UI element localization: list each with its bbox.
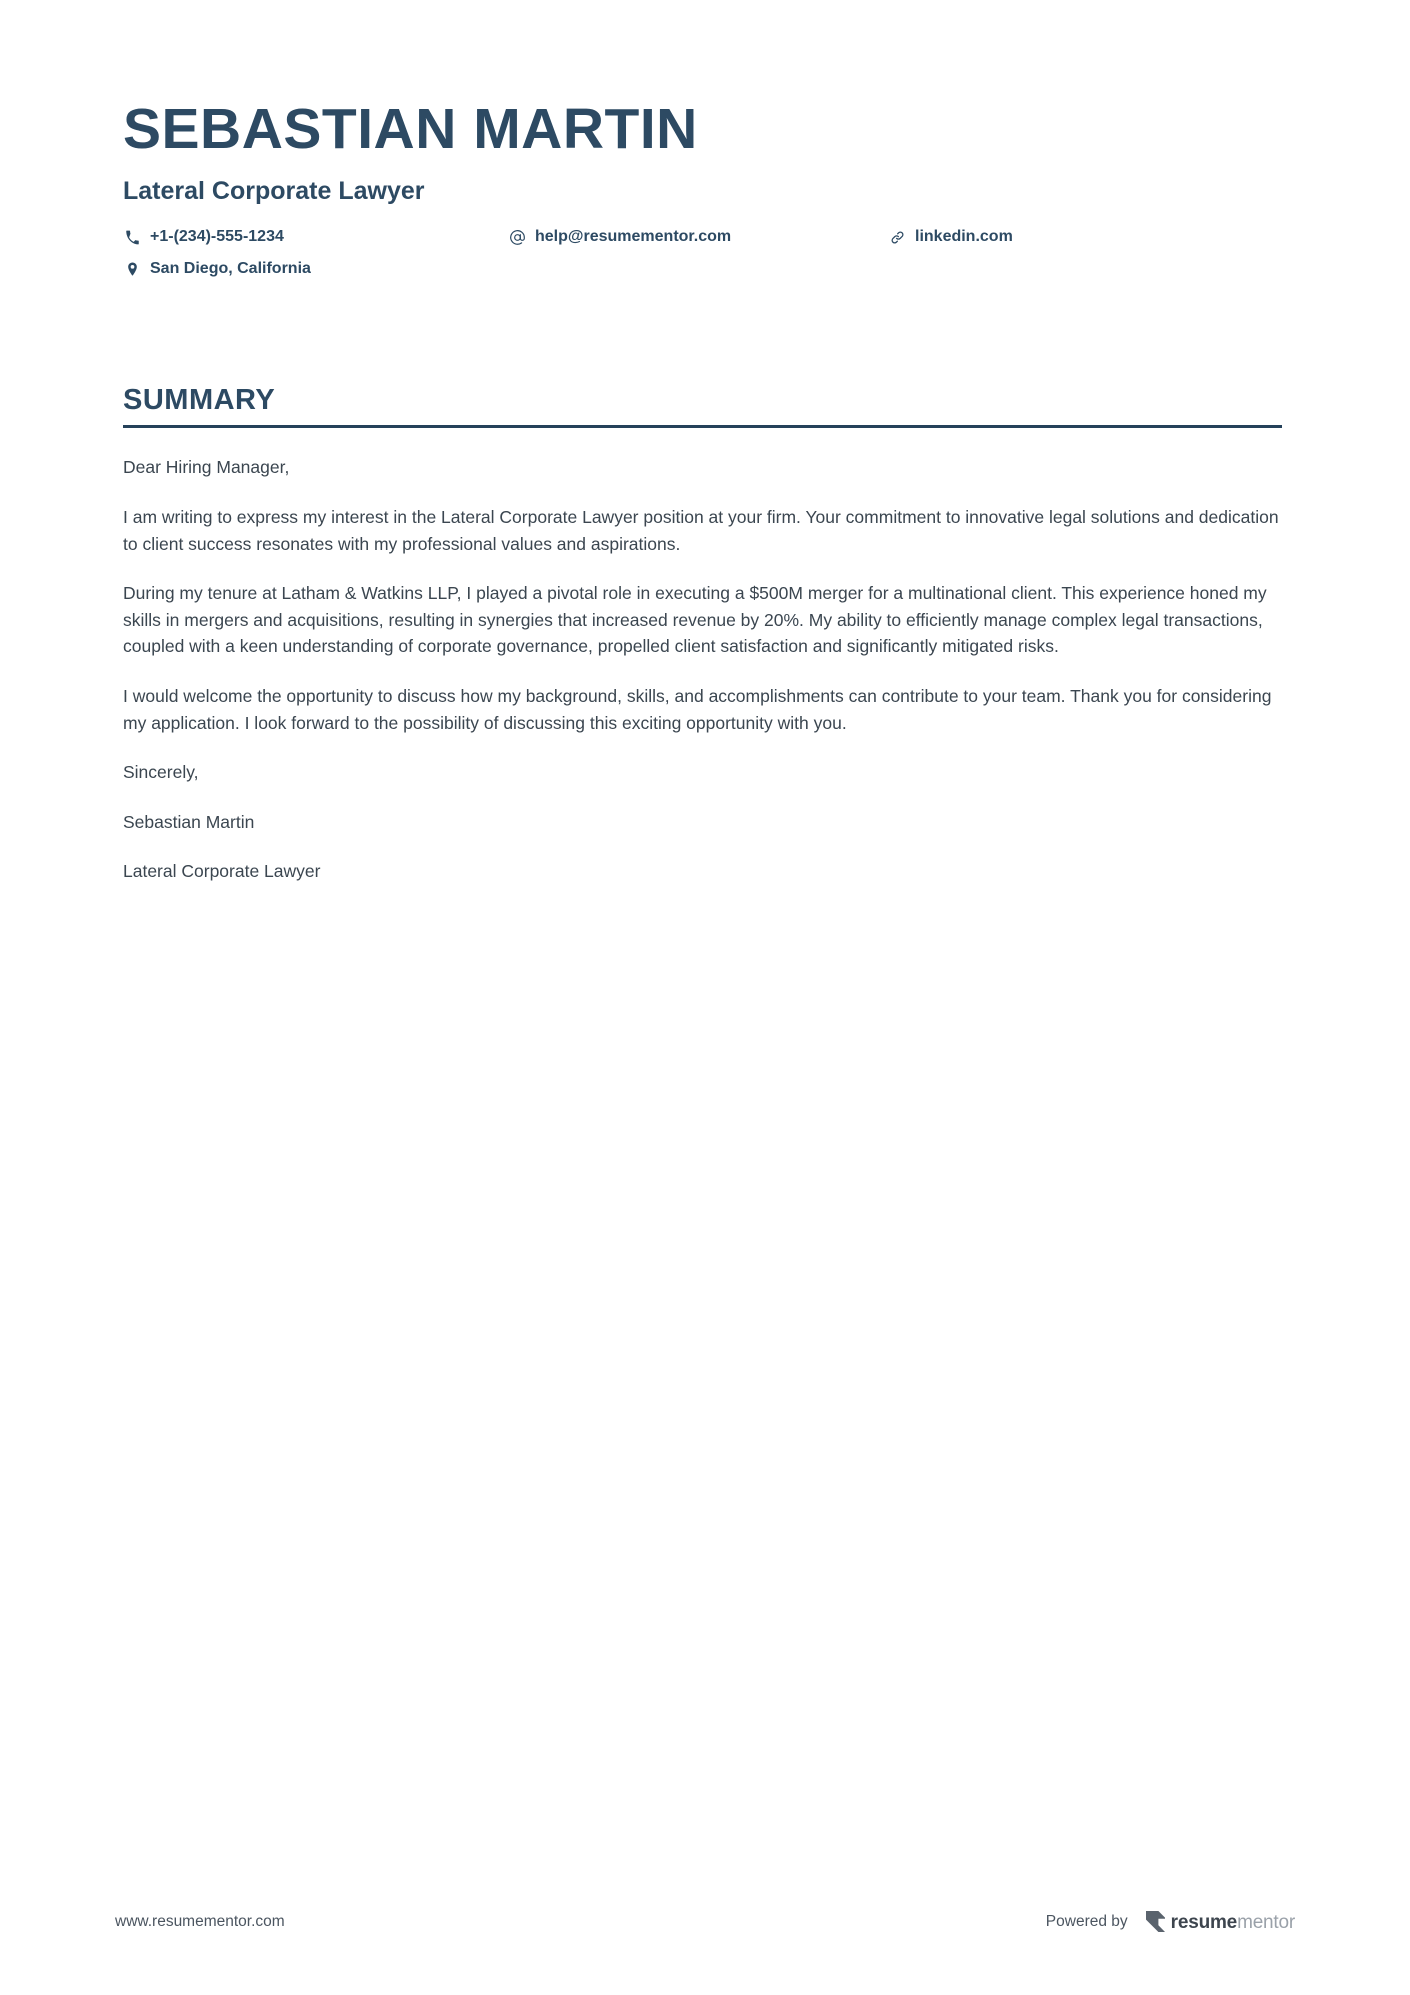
brand-word-strong: resume	[1170, 1911, 1238, 1933]
letter-signature-title: Lateral Corporate Lawyer	[123, 861, 321, 882]
candidate-job-title: Lateral Corporate Lawyer	[123, 176, 425, 205]
brand-word-light: mentor	[1237, 1911, 1295, 1933]
powered-by-label: Powered by	[1045, 1913, 1128, 1931]
letter-paragraph: During my tenure at Latham & Watkins LLP, I played a pivotal role in executing a $500M merger for a multinational client. This experience honed my skills in mergers and acquisitions, resulting in synergies that increased revenue by 20%. My ability to efficiently manage complex legal transactions, coupled with a keen understanding of corporate governance, propelled client satisfaction and significantly mitigated risks.	[123, 583, 1267, 657]
letter-header	[123, 97, 1283, 292]
map-pin-icon	[123, 260, 142, 279]
contact-phone-label: +1-(234)-555-1234	[150, 228, 284, 246]
section-heading-summary: SUMMARY	[123, 384, 276, 416]
resumementor-logo[interactable]	[1146, 1911, 1295, 1933]
letter-body	[123, 454, 1282, 885]
contact-block	[123, 228, 1283, 279]
section-divider	[123, 425, 1282, 428]
at-sign-icon	[508, 228, 527, 247]
resumementor-mark-icon	[1146, 1911, 1165, 1933]
contact-linkedin-label: linkedin.com	[915, 228, 1013, 246]
contact-linkedin[interactable]	[888, 228, 1188, 247]
link-icon	[888, 228, 907, 247]
letter-salutation: Dear Hiring Manager,	[123, 457, 290, 478]
contact-email[interactable]	[508, 228, 888, 247]
phone-icon	[123, 228, 142, 247]
contact-location	[123, 260, 508, 279]
summary-section	[123, 385, 1282, 885]
footer-website-url[interactable]: www.resumementor.com	[115, 1913, 285, 1931]
contact-phone[interactable]	[123, 228, 508, 247]
contact-email-label: help@resumementor.com	[535, 228, 732, 246]
page-footer	[0, 1911, 1410, 1933]
letter-paragraph: I am writing to express my interest in the Lateral Corporate Lawyer position at your firm. Your commitment to innovative legal solutions and dedication to client success resonates with my professional values and aspirations.	[123, 507, 1279, 554]
letter-signature-name: Sebastian Martin	[123, 811, 255, 832]
contact-row	[123, 228, 1283, 247]
footer-branding	[1046, 1911, 1295, 1933]
letter-closing: Sincerely,	[123, 762, 199, 783]
contact-row	[123, 260, 1283, 279]
candidate-name: SEBASTIAN MARTIN	[123, 97, 698, 161]
letter-paragraph: I would welcome the opportunity to discuss how my background, skills, and accomplishments can contribute to your team. Thank you for considering my application. I look forward to the possibility of discussing this exciting opportunity with you.	[123, 686, 1272, 733]
contact-location-label: San Diego, California	[150, 260, 311, 278]
resumementor-wordmark	[1171, 1913, 1295, 1932]
